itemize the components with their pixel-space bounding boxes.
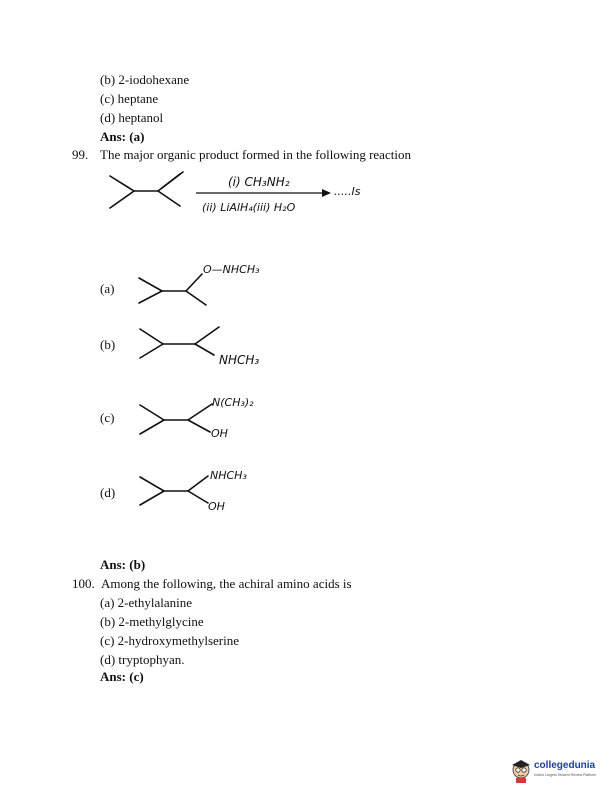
option-c-group-bottom: OH (211, 427, 228, 440)
option-a-structure (139, 274, 206, 305)
q100-text: Among the following, the achiral amino acids is (101, 576, 352, 591)
option-b-group: NHCH₃ (219, 353, 260, 367)
q99-number: 99. (72, 147, 89, 162)
q99-option-a-label: (a) (100, 281, 115, 296)
option-c-structure (140, 404, 212, 434)
reaction-arrow (196, 189, 331, 197)
reagent-bottom: (ii) LiAlH₄(iii) H₂O (202, 201, 296, 214)
q100-option-b: (b) 2-methylglycine (100, 614, 204, 629)
logo-name: collegedunia (534, 760, 596, 771)
option-d-structure (140, 476, 208, 505)
reagent-top: (i) CH₃NH₂ (228, 175, 290, 189)
q100-number: 100. (72, 576, 95, 591)
q100-option-d: (d) tryptophyan. (100, 652, 185, 667)
q99-answer: Ans: (b) (100, 557, 146, 572)
q100-answer: Ans: (c) (100, 669, 144, 684)
option-c-group-top: N(CH₃)₂ (212, 396, 254, 409)
prev-option-c: (c) heptane (100, 91, 159, 106)
q99-text: The major organic product formed in the following reaction (100, 147, 411, 162)
arrow-tail-text: .....Is (334, 185, 361, 198)
q100-option-a: (a) 2-ethylalanine (100, 595, 193, 610)
logo-tagline: India's Largest Student Review Platform (534, 773, 597, 777)
option-d-group-bottom: OH (208, 500, 225, 513)
reactant-structure (110, 172, 183, 208)
student-mascot-icon (510, 758, 532, 784)
prev-option-d: (d) heptanol (100, 110, 164, 125)
prev-option-b: (b) 2-iodohexane (100, 72, 190, 87)
q99-option-c-label: (c) (100, 410, 115, 425)
option-a-group: O—NHCH₃ (203, 263, 260, 276)
q100-option-c: (c) 2-hydroxymethylserine (100, 633, 239, 648)
prev-answer: Ans: (a) (100, 129, 145, 144)
option-b-structure (140, 327, 219, 358)
q99-option-d-label: (d) (100, 485, 116, 500)
q99-option-b-label: (b) (100, 337, 116, 352)
option-d-group-top: NHCH₃ (210, 469, 247, 482)
collegedunia-logo[interactable] (510, 756, 610, 786)
